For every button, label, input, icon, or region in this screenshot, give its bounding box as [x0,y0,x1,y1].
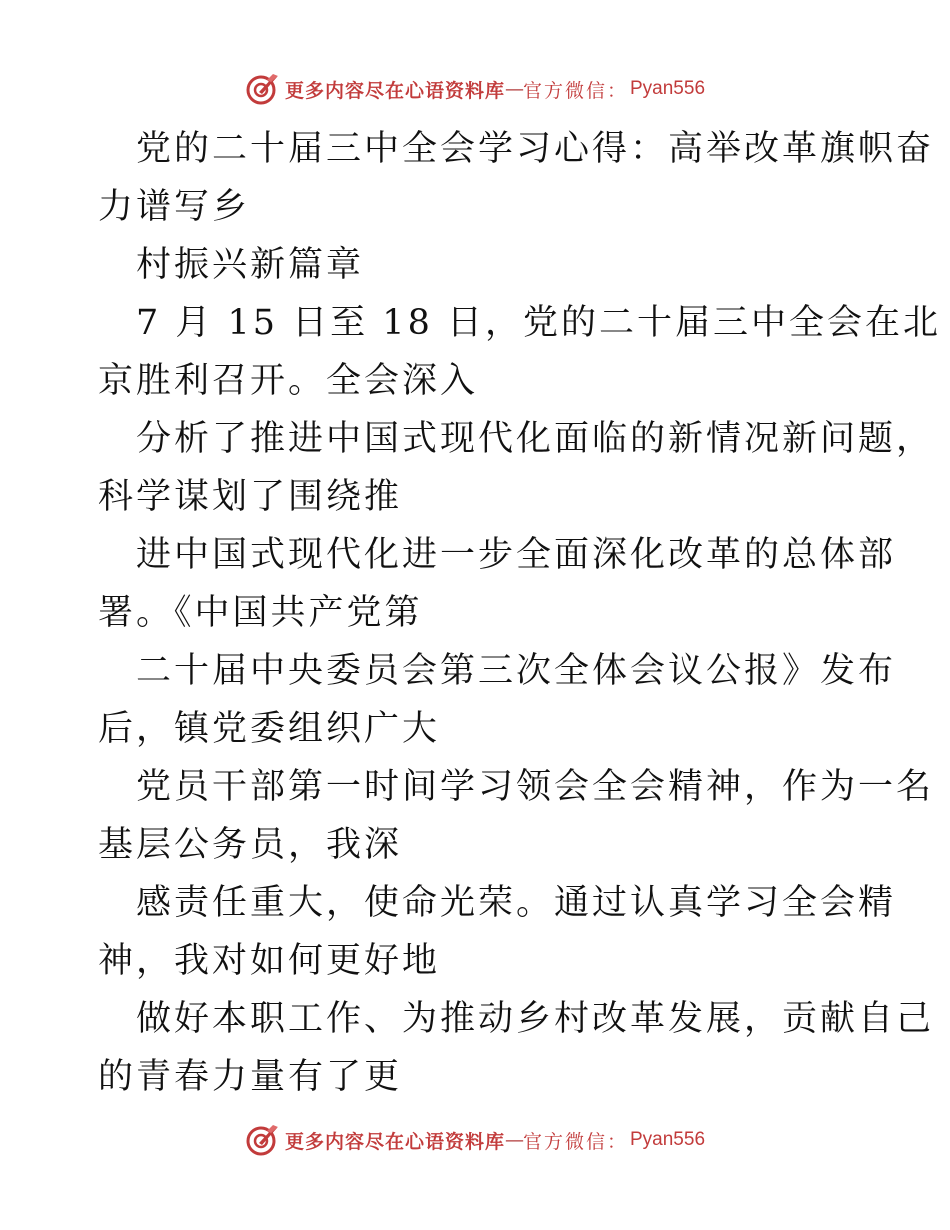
banner-dash: — [504,1129,523,1151]
header-watermark-banner [0,69,950,109]
text-line: 7 月 15 日至 18 日，党的二十届三中全会在北 [136,303,941,343]
text-line: 党员干部第一时间学习领会全会精神，作为一名 [136,767,935,807]
text-line: 京胜利召开。全会深入 [98,361,479,401]
banner-dash: — [504,78,523,100]
text-line: 做好本职工作、为推动乡村改革发展，贡献自己 [136,999,935,1039]
banner-sub-text: 官方微信： [522,79,628,102]
text-line: 村振兴新篇章 [136,245,365,285]
banner-main-text: 更多内容尽在心语资料库 [284,1130,505,1153]
text-line: 二十届中央委员会第三次全体会议公报》发布 [136,651,897,691]
text-line: 科学谋划了围绕推 [98,477,403,517]
banner-wechat-id: Pyan556 [630,78,706,99]
quill-in-circle-icon [245,1123,279,1157]
text-line: 署。《中国共产党第 [98,593,423,633]
banner-sub-text: 官方微信： [522,1130,628,1153]
text-line: 进中国式现代化进一步全面深化改革的总体部 [136,535,897,575]
text-line: 力谱写乡 [98,187,251,227]
text-line: 党的二十届三中全会学习心得：高举改革旗帜奋 [136,129,935,169]
text-line: 分析了推进中国式现代化面临的新情况新问题， [136,419,935,459]
footer-watermark-banner [0,1120,950,1160]
text-line: 感责任重大，使命光荣。通过认真学习全会精 [136,883,897,923]
document-body [98,120,941,1106]
text-line: 神，我对如何更好地 [98,941,441,981]
quill-in-circle-icon [245,72,279,106]
banner-main-text: 更多内容尽在心语资料库 [284,79,505,102]
text-line: 后，镇党委组织广大 [98,709,441,749]
banner-wechat-id: Pyan556 [630,1129,706,1150]
text-line: 的青春力量有了更 [98,1057,403,1097]
text-line: 基层公务员，我深 [98,825,403,865]
